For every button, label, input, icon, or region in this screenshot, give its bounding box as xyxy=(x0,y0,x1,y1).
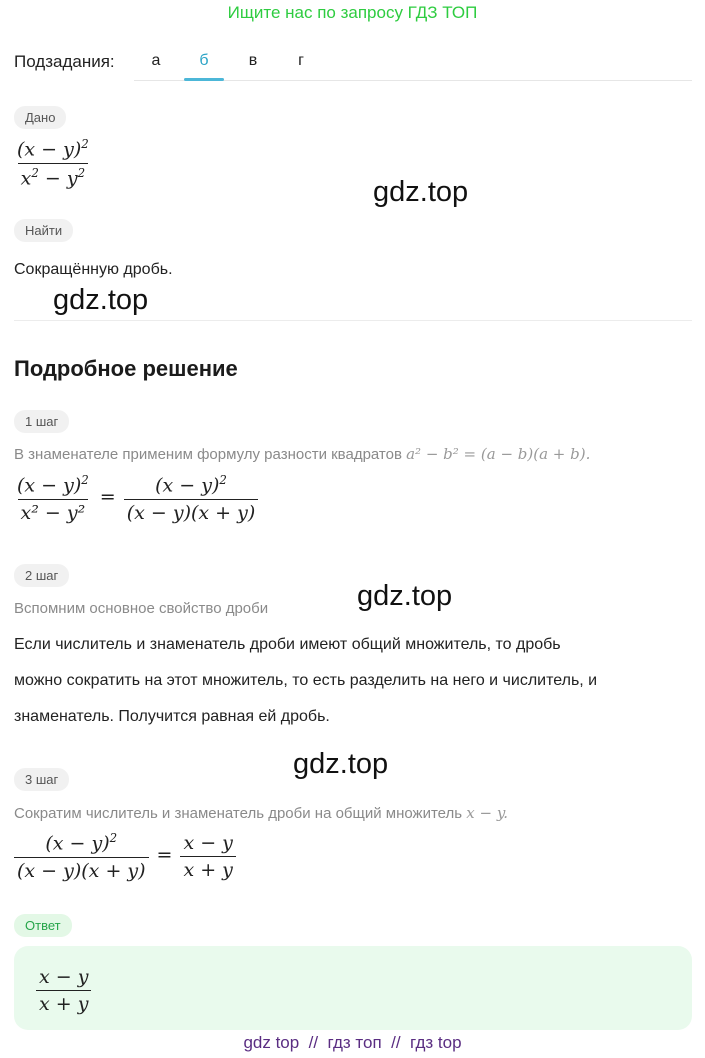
step2-hint: Вспомним основное свойство дроби xyxy=(14,600,269,617)
step1-equation: $\frac{(x - y)^2}{\text{x² − y²}}$ = $\frac{(x - y)^2}{(x - y)(x + y)}$ xyxy=(14,473,258,524)
footer-links[interactable]: gdz top // гдз топ // гдз top xyxy=(243,1033,462,1052)
given-chip: Дано xyxy=(14,106,66,129)
step2-line: можно сократить на этот множитель, то есть разделить на него и числитель, и xyxy=(14,672,598,689)
step2-line: знаменатель. Получится равная ей дробь. xyxy=(14,708,330,725)
step3-hint: Сократим числитель и знаменатель дроби на общий множитель x − y. xyxy=(14,804,509,822)
tab-b[interactable]: б xyxy=(199,52,209,69)
answer-box xyxy=(14,946,692,1030)
tab-v[interactable]: в xyxy=(248,52,258,69)
step1-hint: В знаменателе применим формулу разности квадратов a² − b² = (a − b)(a + b). xyxy=(14,445,591,463)
answer-expression: $\frac{x - y}{x + y}$ xyxy=(36,966,91,1015)
step2-line: Если числитель и знаменатель дроби имеют общий множитель, то дробь xyxy=(14,636,561,653)
given-expression: $\frac{(x - y)^2}{x^2 - y^2}$ xyxy=(17,137,89,190)
watermark: gdz.top xyxy=(53,284,149,316)
watermark: gdz.top xyxy=(373,176,469,208)
step2-chip: 2 шаг xyxy=(14,564,69,587)
step1-chip: 1 шаг xyxy=(14,410,69,433)
divider xyxy=(14,320,692,321)
common-factor: x − y. xyxy=(466,804,509,822)
step3-equation: $\frac{(x - y)^2}{(x - y)(x + y)}$ = $\frac{x - y}{x + y}$ xyxy=(14,831,236,882)
promo-banner: Ищите нас по запросу ГДЗ ТОП xyxy=(227,3,478,22)
active-tab-indicator xyxy=(184,78,224,81)
step3-chip: 3 шаг xyxy=(14,768,69,791)
watermark: gdz.top xyxy=(357,580,453,612)
tab-g[interactable]: г xyxy=(298,52,304,69)
watermark: gdz.top xyxy=(293,748,389,780)
difference-of-squares-formula: a² − b² = (a − b)(a + b). xyxy=(406,445,591,463)
find-chip: Найти xyxy=(14,219,73,242)
tab-a[interactable]: а xyxy=(151,52,161,69)
subtask-tabs xyxy=(134,44,692,81)
solution-title: Подробное решение xyxy=(14,356,238,381)
step2-paragraph xyxy=(14,627,694,735)
subtasks-label: Подзадания: xyxy=(14,52,115,71)
answer-chip: Ответ xyxy=(14,914,72,937)
find-text: Сокращённую дробь. xyxy=(14,261,173,278)
